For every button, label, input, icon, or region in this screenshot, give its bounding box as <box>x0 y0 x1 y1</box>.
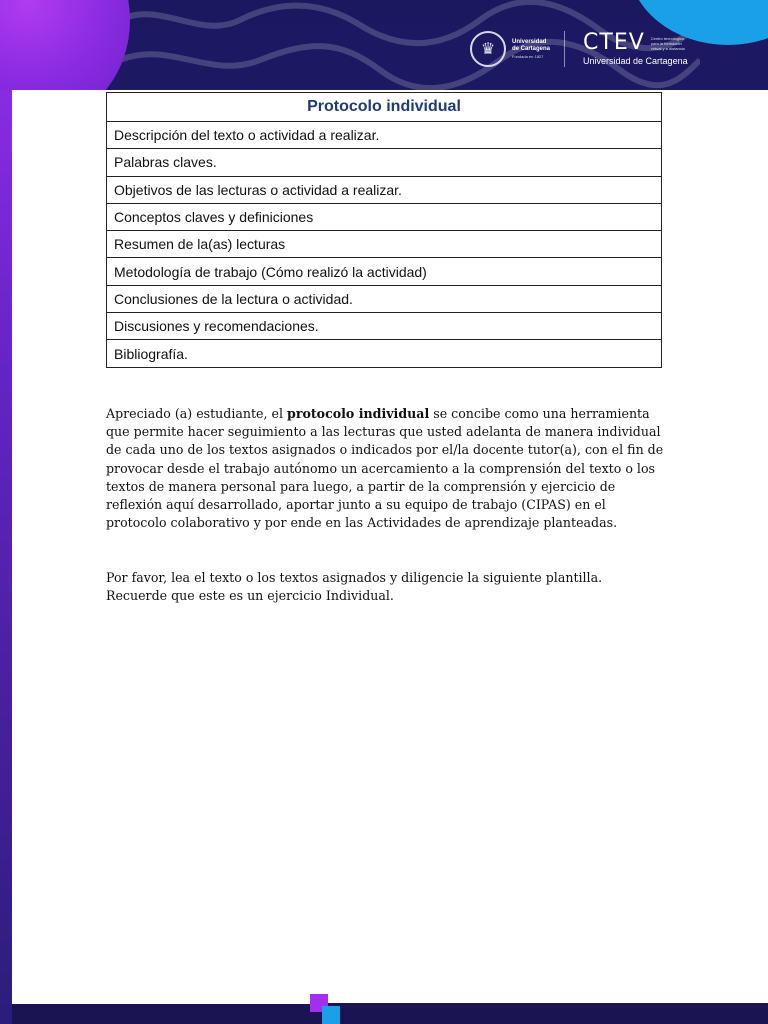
table-row: Discusiones y recomendaciones. <box>107 313 662 340</box>
table-row: Bibliografía. <box>107 340 662 367</box>
logo-divider <box>564 31 565 67</box>
protocol-table <box>106 92 662 368</box>
ctev-wordmark: CTEV <box>583 30 645 55</box>
intro-text-end: se concibe como una herramienta que permite hacer seguimiento a las lecturas que usted adelanta de manera individual de cada uno de los textos asignados o indicados por el/la docente tutor(a), con el fin de provocar desde el trabajo autónomo un acercamiento a la comprensión del texto o los textos de manera personal para luego, a partir de la comprensión y ejercicio de reflexión aquí desarrollado, aportar junto a su equipo de trabajo (CIPAS) en el protocolo colaborativo y por ende en las Actividades de aprendizaje planteadas. <box>106 406 664 531</box>
table-row: Descripción del texto o actividad a realizar. <box>107 122 662 149</box>
header-logos <box>470 28 691 70</box>
table-row: Resumen de la(as) lecturas <box>107 231 662 258</box>
instruction-line-1: Por favor, lea el texto o los textos asignados y diligencie la siguiente plantilla. <box>106 570 603 585</box>
table-row: Metodología de trabajo (Cómo realizó la actividad) <box>107 258 662 285</box>
university-name-line1: Universidad <box>512 38 547 45</box>
instruction-paragraph <box>106 569 666 605</box>
table-row: Objetivos de las lecturas o actividad a realizar. <box>107 176 662 203</box>
ctev-logo <box>583 32 691 66</box>
university-tagline: Fundada en 1827 <box>512 53 544 59</box>
university-logo-text <box>512 39 550 60</box>
ctev-subtitle: Universidad de Cartagena <box>583 56 688 66</box>
instruction-line-2: Recuerde que este es un ejercicio Individual. <box>106 588 394 604</box>
intro-paragraph <box>106 405 666 532</box>
intro-bold-term: protocolo individual <box>287 406 430 421</box>
ctev-tagline: Centro tecnológico para la formación virtual y a distancia <box>650 35 685 51</box>
university-name-line2: de Cartagena <box>512 45 551 52</box>
footer-line <box>12 1003 312 1004</box>
table-row: Palabras claves. <box>107 149 662 176</box>
table-row: Conceptos claves y definiciones <box>107 203 662 230</box>
table-title: Protocolo individual <box>107 93 662 122</box>
intro-text-start: Apreciado (a) estudiante, el <box>106 406 288 421</box>
university-seal-icon: ♛ <box>470 31 506 67</box>
cyan-square <box>322 1006 340 1024</box>
table-row: Conclusiones de la lectura o actividad. <box>107 285 662 312</box>
left-accent-strip <box>0 90 12 1024</box>
